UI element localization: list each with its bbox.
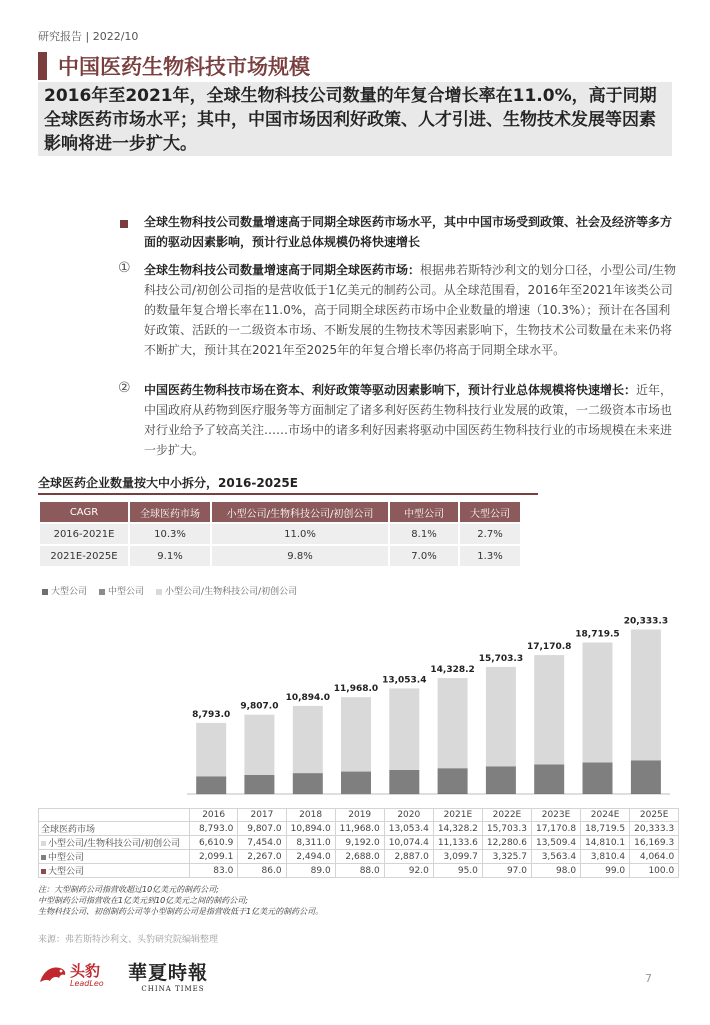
report-header: 研究报告 | 2022/10 [38,30,139,43]
source-note: 来源：弗若斯特沙利文、头豹研究院编辑整理 [38,935,219,945]
cagr-cell: 10.3% [130,524,210,544]
data-table-cell: 95.0 [433,864,482,878]
data-table-cell: 13,509.4 [531,836,580,850]
data-table-cell: 11,968.0 [335,822,384,836]
series-marker [41,841,46,846]
bar-segment-medium [244,775,274,793]
point-2-marker: ② [118,380,131,396]
data-table-row [39,850,679,864]
bar-segment-medium [341,772,371,794]
legend-label: 中型公司 [108,587,145,597]
data-table-cell: 9,192.0 [335,836,384,850]
point-1-paragraph [144,260,680,360]
bar-segment-small [631,630,661,761]
data-table-cell: 3,099.7 [433,850,482,864]
data-table-cell: 8,793.0 [190,822,238,836]
bar-segment-medium [583,762,613,793]
bar-segment-large [389,793,419,794]
leopard-icon [38,960,68,990]
cagr-cell: 1.3% [460,546,520,566]
data-table-year: 2022E [482,809,531,822]
data-table-cell: 2,494.0 [286,850,335,864]
point-2-paragraph [144,380,680,460]
cagr-header-cell: CAGR [40,502,128,522]
bar-segment-large [631,793,661,794]
bar-total-label: 13,053.4 [382,675,427,686]
cagr-header-cell: 小型公司/生物科技公司/初创公司 [212,502,388,522]
series-name: 中型公司 [48,853,85,863]
data-table-year: 2025E [630,809,679,822]
data-table-cell: 3,810.4 [581,850,630,864]
series-marker [41,869,46,874]
data-table-row-label [39,850,190,864]
footnote-line: 注：大型制药公司指营收超过10亿美元的制药公司; [38,885,219,894]
cagr-header-row [40,502,520,522]
bar-segment-small [583,643,613,763]
bar-segment-small [486,667,516,766]
data-table-cell: 2,267.0 [238,850,286,864]
data-table-cell: 14,328.2 [433,822,482,836]
data-table-year: 2019 [335,809,384,822]
bar-total-label: 9,807.0 [240,701,279,712]
cagr-cell: 2021E-2025E [40,546,128,566]
bar-segment-medium [631,760,661,793]
cagr-cell: 9.1% [130,546,210,566]
data-table-header-row [39,809,679,822]
bar-segment-small [438,678,468,768]
china-times-logo-en: CHINA TIMES [141,985,205,993]
data-table-cell: 2,887.0 [384,850,433,864]
bar-segment-large [438,793,468,794]
bar-total-label: 14,328.2 [430,665,475,676]
data-table-cell: 2,099.1 [190,850,238,864]
bar-total-label: 11,968.0 [333,684,379,695]
title-accent-bar [38,52,47,80]
leadleo-logo [38,960,118,992]
data-table-cell: 17,170.8 [531,822,580,836]
table-title-rule [38,493,538,495]
data-table-cell: 4,064.0 [630,850,679,864]
bar-segment-large [244,793,274,794]
point-2-body: 近年，中国政府从药物到医疗服务等方面制定了诸多利好医药生物科技行业发展的政策，一二级资本市场也对行业给予了较高关注……市场中的诸多利好因素将驱动中国医药生物科技行业的市场规模在未来进一步扩大。 [144,383,673,457]
stacked-bar-chart [0,590,710,808]
leadleo-logo-en: LeadLeo [70,979,104,988]
bar-segment-medium [293,773,323,793]
data-table-year: 2020 [384,809,433,822]
data-table-cell: 7,454.0 [238,836,286,850]
page-number: 7 [645,972,652,985]
cagr-header-cell: 全球医药市场 [130,502,210,522]
square-bullet-icon [120,220,128,228]
cagr-cell: 7.0% [390,546,458,566]
data-table-cell: 14,810.1 [581,836,630,850]
bar-segment-small [534,655,564,764]
bar-segment-medium [438,768,468,793]
data-table-cell: 8,311.0 [286,836,335,850]
bar-segment-small [196,723,226,777]
bar-segment-medium [196,776,226,793]
section-title: 中国医药生物科技市场规模 [58,55,310,79]
data-table-row-label [39,822,190,836]
point-2-heading: 中国医药生物科技市场在资本、利好政策等驱动因素影响下，预计行业总体规模将快速增长： [144,383,637,397]
data-table-cell: 92.0 [384,864,433,878]
footnote-line: 生物科技公司、初创制药公司等小型制药公司是指营收低于1亿美元的制药公司。 [38,907,324,916]
leadleo-logo-cn: 头豹 [70,962,101,980]
footnote-line: 中型制药公司指营收在1亿美元到10亿美元之间的制药公司; [38,896,248,905]
data-table-cell: 11,133.6 [433,836,482,850]
point-1-heading: 全球生物科技公司数量增速高于同期全球医药市场： [144,263,421,277]
bar-segment-small [244,715,274,775]
bar-segment-small [341,697,371,771]
cagr-cell: 11.0% [212,524,388,544]
bar-total-label: 17,170.8 [526,642,572,653]
bar-total-label: 20,333.3 [623,616,669,627]
bar-segment-large [486,793,516,794]
series-name: 大型公司 [48,867,85,877]
bar-total-label: 15,703.3 [478,653,524,664]
data-table-cell: 2,688.0 [335,850,384,864]
legend-label: 大型公司 [51,587,88,597]
data-table-row-label [39,864,190,878]
data-table-row-label [39,836,190,850]
data-table-year: 2016 [190,809,238,822]
data-table-cell: 86.0 [238,864,286,878]
cagr-cell: 8.1% [390,524,458,544]
china-times-logo [128,958,218,992]
bar-segment-large [534,793,564,794]
bar-segment-medium [486,766,516,793]
series-name: 全球医药市场 [41,825,96,835]
bar-total-label: 18,719.5 [575,629,620,640]
bar-segment-medium [534,764,564,793]
data-table-year: 2023E [531,809,580,822]
data-table-row [39,822,679,836]
data-table-cell: 18,719.5 [581,822,630,836]
bar-segment-large [583,793,613,794]
point-1-body: 根据弗若斯特沙利文的划分口径，小型公司/生物科技公司/初创公司指的是营收低于1亿美元的制药公司。从全球范围看，2016年至2021年该类公司的数量年复合增长率在11.0%，高于同期全球医药市场中企业数量的增速（10.3%）；预计在各国利好政策、活跃的一二级资本市场、不断发展的生物技术等因素影响下，生物技术公司数量在未来仍将不断扩大，预计其在2021年至2025年的年复合增长率仍将高于同期全球水平。 [144,263,677,357]
china-times-logo-cn: 華夏時報 [128,962,209,984]
data-table-cell: 10,894.0 [286,822,335,836]
point-1-marker: ① [118,260,131,276]
data-table-cell: 100.0 [630,864,679,878]
data-table-row [39,836,679,850]
data-table-cell: 88.0 [335,864,384,878]
bar-segment-large [341,793,371,794]
bar-total-label: 10,894.0 [285,692,331,703]
bar-total-label: 8,793.0 [192,709,231,720]
data-table-cell: 6,610.9 [190,836,238,850]
summary-text: 全球生物科技公司数量增速高于同期全球医药市场水平，其中中国市场受到政策、社会及经济等多方面的驱动因素影响，预计行业总体规模仍将快速增长 [144,215,673,249]
bar-segment-small [389,688,419,770]
cagr-header-cell: 大型公司 [460,502,520,522]
bar-segment-medium [389,770,419,793]
bar-segment-large [293,793,323,794]
data-table-year: 2021E [433,809,482,822]
cagr-header-cell: 中型公司 [390,502,458,522]
data-table-cell: 20,333.3 [630,822,679,836]
cagr-row [40,546,520,566]
data-table-cell: 83.0 [190,864,238,878]
chart-data-table [38,808,679,878]
data-table-year: 2017 [238,809,286,822]
data-table-year: 2018 [286,809,335,822]
data-table-cell: 89.0 [286,864,335,878]
series-name: 小型公司/生物科技公司/初创公司 [48,839,181,849]
data-table-cell: 16,169.3 [630,836,679,850]
legend-label: 小型公司/生物科技公司/初创公司 [165,587,298,597]
cagr-cell: 9.8% [212,546,388,566]
cagr-table [38,500,522,568]
table-title: 全球医药企业数量按大中小拆分，2016-2025E [38,476,298,490]
series-marker [41,855,46,860]
data-table-cell: 13,053.4 [384,822,433,836]
data-table-cell: 15,703.3 [482,822,531,836]
data-table-cell: 12,280.6 [482,836,531,850]
data-table-cell: 3,325.7 [482,850,531,864]
cagr-row [40,524,520,544]
cagr-cell: 2016-2021E [40,524,128,544]
footnotes [38,884,323,917]
bar-segment-small [293,706,323,773]
data-table-cell: 97.0 [482,864,531,878]
data-table-row [39,864,679,878]
data-table-cell: 10,074.4 [384,836,433,850]
data-table-cell: 98.0 [531,864,580,878]
lead-summary: 2016年至2021年，全球生物科技公司数量的年复合增长率在11.0%，高于同期全球医药市场水平；其中，中国市场因利好政策、人才引进、生物技术发展等因素影响将进一步扩大。 [38,82,672,156]
data-table-cell: 9,807.0 [238,822,286,836]
cagr-cell: 2.7% [460,524,520,544]
data-table-year: 2024E [581,809,630,822]
data-table-cell: 3,563.4 [531,850,580,864]
bar-segment-large [196,793,226,794]
data-table-cell: 99.0 [581,864,630,878]
data-table-corner [39,809,190,822]
